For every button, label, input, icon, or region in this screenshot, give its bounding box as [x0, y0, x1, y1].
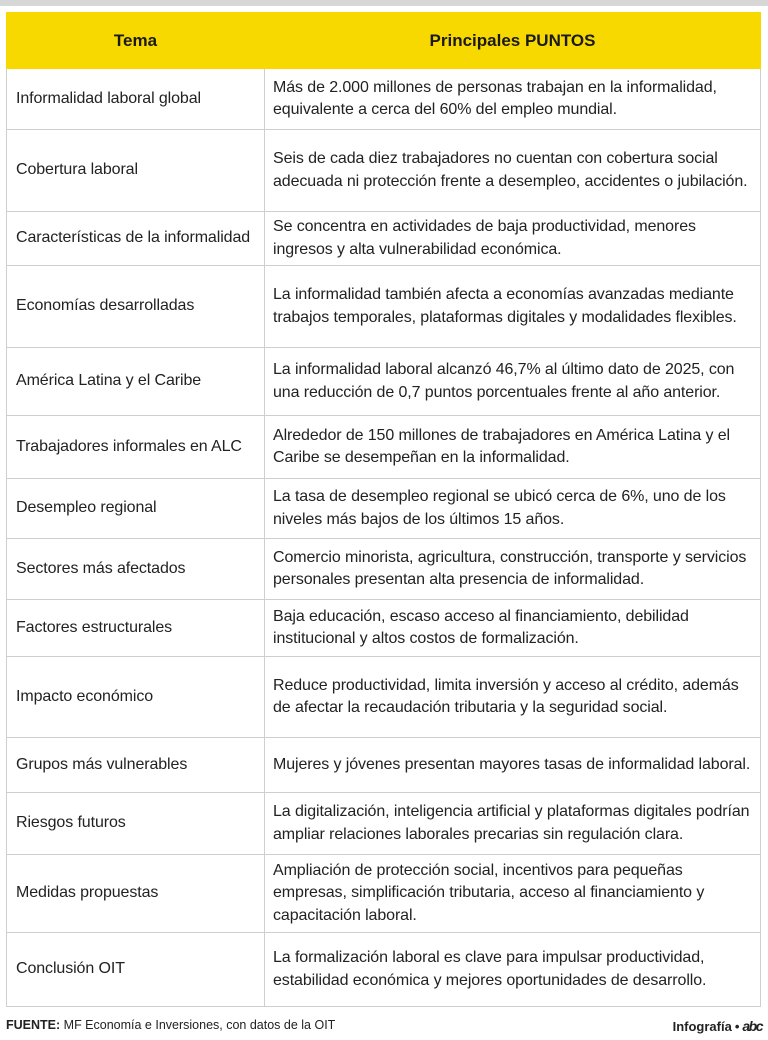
table-body [7, 69, 761, 1007]
table-row [7, 539, 761, 600]
row-puntos: Alrededor de 150 millones de trabajadores en América Latina y el Caribe se desempeñan en la informalidad. [265, 416, 761, 479]
table-row [7, 855, 761, 933]
row-puntos: La digitalización, inteligencia artificial y plataformas digitales podrían ampliar relaciones laborales precarias sin regulación clara. [265, 793, 761, 855]
table-row [7, 657, 761, 738]
abc-logo: abc [742, 1018, 762, 1034]
row-tema: Cobertura laboral [7, 130, 265, 212]
top-rule [0, 0, 768, 6]
header-tema: Tema [7, 13, 265, 69]
row-tema: Conclusión OIT [7, 933, 265, 1007]
table-row [7, 348, 761, 416]
separator-dot: • [734, 1019, 740, 1034]
table-row [7, 266, 761, 348]
row-tema: Impacto económico [7, 657, 265, 738]
row-tema: Desempleo regional [7, 479, 265, 539]
row-puntos: Comercio minorista, agricultura, construcción, transporte y servicios personales presentan alta presencia de informalidad. [265, 539, 761, 600]
row-puntos: La informalidad también afecta a economías avanzadas mediante trabajos temporales, plataformas digitales y modalidades flexibles. [265, 266, 761, 348]
table-row [7, 933, 761, 1007]
table-header-row [7, 13, 761, 69]
row-tema: Economías desarrolladas [7, 266, 265, 348]
credit-label: Infografía [672, 1019, 732, 1034]
row-tema: Riesgos futuros [7, 793, 265, 855]
row-tema: Sectores más afectados [7, 539, 265, 600]
table-row [7, 793, 761, 855]
row-tema: Trabajadores informales en ALC [7, 416, 265, 479]
row-puntos: La formalización laboral es clave para impulsar productividad, estabilidad económica y mejores oportunidades de desarrollo. [265, 933, 761, 1007]
table-row [7, 69, 761, 130]
row-puntos: Mujeres y jóvenes presentan mayores tasas de informalidad laboral. [265, 738, 761, 793]
row-puntos: La tasa de desempleo regional se ubicó cerca de 6%, uno de los niveles más bajos de los últimos 15 años. [265, 479, 761, 539]
row-tema: Informalidad laboral global [7, 69, 265, 130]
table-row [7, 416, 761, 479]
row-puntos: Más de 2.000 millones de personas trabajan en la informalidad, equivalente a cerca del 60% del empleo mundial. [265, 69, 761, 130]
row-tema: América Latina y el Caribe [7, 348, 265, 416]
row-puntos: Se concentra en actividades de baja productividad, menores ingresos y alta vulnerabilidad económica. [265, 212, 761, 266]
table-row [7, 738, 761, 793]
info-table [6, 12, 761, 1007]
header-puntos: Principales PUNTOS [265, 13, 761, 69]
row-tema: Medidas propuestas [7, 855, 265, 933]
table-row [7, 600, 761, 657]
credit [673, 1018, 762, 1034]
table-row [7, 479, 761, 539]
table-row [7, 130, 761, 212]
row-tema: Factores estructurales [7, 600, 265, 657]
row-puntos: Ampliación de protección social, incentivos para pequeñas empresas, simplificación tributaria, acceso al financiamiento y capacitación laboral. [265, 855, 761, 933]
row-tema: Grupos más vulnerables [7, 738, 265, 793]
row-puntos: Reduce productividad, limita inversión y acceso al crédito, además de afectar la recaudación tributaria y la seguridad social. [265, 657, 761, 738]
row-tema: Características de la informalidad [7, 212, 265, 266]
row-puntos: Baja educación, escaso acceso al financiamiento, debilidad institucional y altos costos de formalización. [265, 600, 761, 657]
source-label: FUENTE: [6, 1018, 61, 1032]
row-puntos: Seis de cada diez trabajadores no cuentan con cobertura social adecuada ni protección frente a desempleo, accidentes o jubilación. [265, 130, 761, 212]
footer [6, 1018, 762, 1038]
table-row [7, 212, 761, 266]
row-puntos: La informalidad laboral alcanzó 46,7% al último dato de 2025, con una reducción de 0,7 puntos porcentuales frente al año anterior. [265, 348, 761, 416]
source-text: MF Economía e Inversiones, con datos de la OIT [63, 1018, 336, 1032]
